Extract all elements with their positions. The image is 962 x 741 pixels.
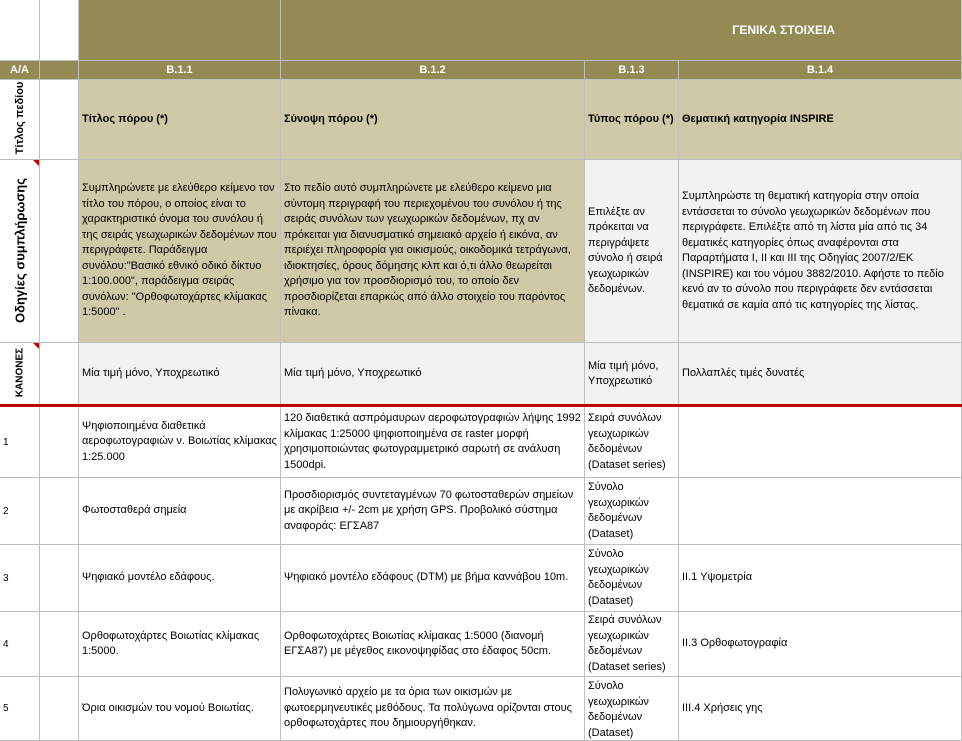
- instructions-b13: Επιλέξτε αν πρόκειται να περιγράψετε σύνολο ή σειρά γεωχωρικών δεδομένων.: [585, 160, 679, 343]
- row-blank[interactable]: [40, 612, 79, 677]
- resource-type-cell[interactable]: Σύνολο γεωχωρικών δεδομένων (Dataset): [585, 545, 679, 612]
- side-label-instructions: Οδηγίες συμπλήρωσης: [0, 160, 40, 343]
- rules-b11: Μία τιμή μόνο, Υποχρεωτικό: [79, 343, 281, 406]
- row-number[interactable]: 1: [0, 407, 40, 478]
- corner-cell-aa: [0, 0, 40, 61]
- resource-type-cell[interactable]: Σειρά συνόλων γεωχωρικών δεδομένων (Dataset series): [585, 612, 679, 677]
- field-title-b11: Τίτλος πόρου (*): [79, 80, 281, 160]
- field-title-b12: Σύνοψη πόρου (*): [281, 80, 585, 160]
- resource-type-cell[interactable]: Σύνολο γεωχωρικών δεδομένων (Dataset): [585, 478, 679, 545]
- instructions-b14: Συμπληρώστε τη θεματική κατηγορία στην οποία εντάσσεται το σύνολο γεωχωρικών δεδομένων που περιγράφετε. Επιλέξτε από τη λίστα μία από τις 34 θεματικές κατηγορίες όπως αναφέρονται στα Παραρτήματα Ι, ΙΙ και ΙΙΙ της Οδηγίας 2007/2/ΕΚ (INSPIRE) και του νόμου 3882/2010. Αφήστε το πεδίο κενό αν το σύνολο που περιγράφετε δεν εντάσσεται θεματικά σε καμία από τις κατηγορίες της λίστας.: [679, 160, 962, 343]
- inspire-theme-cell[interactable]: ΙΙ.3 Ορθοφωτογραφία: [679, 612, 962, 677]
- resource-abstract-cell[interactable]: Πολυγωνικό αρχείο με τα όρια των οικισμών με φωτοερμηνευτικές μεθόδους. Τα πολύγωνα ορίζονται στους ορθοφωτοχάρτες που δημιουργήθηκαν.: [281, 677, 585, 741]
- resource-title-cell[interactable]: Ορθοφωτοχάρτες Βοιωτίας κλίμακας 1:5000.: [79, 612, 281, 677]
- resource-title-cell[interactable]: Ψηφιακό μοντέλο εδάφους.: [79, 545, 281, 612]
- code-b14: B.1.4: [679, 61, 962, 80]
- comment-marker: [33, 160, 39, 166]
- resource-abstract-cell[interactable]: Ορθοφωτοχάρτες Βοιωτίας κλίμακας 1:5000 (διανομή ΕΓΣΑ87) με μέγεθος εικονοψηφίδας στο έδαφος 50cm.: [281, 612, 585, 677]
- row-number[interactable]: 2: [0, 478, 40, 545]
- side-label-rules: ΚΑΝΟΝΕΣ: [0, 343, 40, 406]
- banner-general-info: [281, 0, 962, 61]
- inspire-theme-cell[interactable]: ΙΙΙ.4 Χρήσεις γης: [679, 677, 962, 741]
- resource-type-cell[interactable]: Σειρά συνόλων γεωχωρικών δεδομένων (Dataset series): [585, 407, 679, 478]
- inspire-theme-cell[interactable]: [679, 407, 962, 478]
- instructions-b11: Συμπληρώνετε με ελεύθερο κείμενο τον τίτλο του πόρου, ο οποίος είναι το χαρακτηριστικό όνομα του συνόλου ή της σειράς γεωχωρικών δεδομένων που περιγράφετε. Παράδειγμα συνόλου:"Βασικό εθνικό οδικό δίκτυο 1:100.000", παράδειγμα σειράς συνόλων: "Ορθοφωτοχάρτες κλίμακας 1:5000" .: [79, 160, 281, 343]
- resource-title-cell[interactable]: Όρια οικισμών του νομού Βοιωτίας.: [79, 677, 281, 741]
- resource-abstract-cell[interactable]: Ψηφιακό μοντέλο εδάφους (DTM) με βήμα καννάβου 10m.: [281, 545, 585, 612]
- rules-b14: Πολλαπλές τιμές δυνατές: [679, 343, 962, 406]
- code-blank: [40, 61, 79, 80]
- banner-left: [79, 0, 281, 61]
- corner-cell-blank: [40, 0, 79, 61]
- row-number[interactable]: 5: [0, 677, 40, 741]
- row-number[interactable]: 4: [0, 612, 40, 677]
- resource-title-cell[interactable]: Ψηφιοποιημένα διαθετικά αεροφωτογραφιών ν. Βοιωτίας κλίμακας 1:25.000: [79, 407, 281, 478]
- code-b13: B.1.3: [585, 61, 679, 80]
- resource-abstract-cell[interactable]: 120 διαθετικά ασπρόμαυρων αεροφωτογραφιών λήψης 1992 κλίμακας 1:25000 ψηφιοποιημένα σε raster μορφή χρησιμοποιώντας φωτογραμμετρικό σαρωτή σε ανάλυση 1500dpi.: [281, 407, 585, 478]
- row-blank[interactable]: [40, 545, 79, 612]
- inspire-theme-cell[interactable]: [679, 478, 962, 545]
- blank-rules: [40, 343, 79, 406]
- instructions-b12: Στο πεδίο αυτό συμπληρώνετε με ελεύθερο κείμενο μια σύντομη περιγραφή του περιεχομένου του συνόλου ή της σειράς συνόλων των γεωχωρικών δεδομένων, πχ αν πρόκειται για διανυσματικό σημειακό αρχείο ή εικόνα, αν περιέχει πληροφορία για οικισμούς, οικοδομικά τετράγωνα, ιδιοκτησίες, όρους δόμησης κλπ και ό,τι άλλο θεωρείται χρήσιμο για τον προσδιορισμό του, το οποίο δεν προσδιορίζεται επαρκώς από άλλο στοιχείο του παρόντος πίνακα.: [281, 160, 585, 343]
- row-blank[interactable]: [40, 677, 79, 741]
- code-b12: B.1.2: [281, 61, 585, 80]
- field-title-b14: Θεματική κατηγορία INSPIRE: [679, 80, 962, 160]
- resource-type-cell[interactable]: Σύνολο γεωχωρικών δεδομένων (Dataset): [585, 677, 679, 741]
- blank-field-title: [40, 80, 79, 160]
- resource-abstract-cell[interactable]: Προσδιορισμός συντεταγμένων 70 φωτοσταθερών σημείων με ακρίβεια +/- 2cm με χρήση GPS. Προβολικό σύστημα αναφοράς: ΕΓΣΑ87: [281, 478, 585, 545]
- field-title-b13: Τύπος πόρου (*): [585, 80, 679, 160]
- code-b11: B.1.1: [79, 61, 281, 80]
- side-label-field-title: Τίτλος πεδίου: [0, 80, 40, 160]
- row-blank[interactable]: [40, 407, 79, 478]
- row-blank[interactable]: [40, 478, 79, 545]
- code-aa: Α/Α: [0, 61, 40, 80]
- inspire-theme-cell[interactable]: ΙΙ.1 Υψομετρία: [679, 545, 962, 612]
- blank-instructions: [40, 160, 79, 343]
- banner-title: ΓΕΝΙΚΑ ΣΤΟΙΧΕΙΑ: [732, 23, 835, 37]
- resource-title-cell[interactable]: Φωτοσταθερά σημεία: [79, 478, 281, 545]
- rules-b13: Μία τιμή μόνο, Υποχρεωτικό: [585, 343, 679, 406]
- row-number[interactable]: 3: [0, 545, 40, 612]
- comment-marker: [33, 343, 39, 349]
- rules-b12: Μία τιμή μόνο, Υποχρεωτικό: [281, 343, 585, 406]
